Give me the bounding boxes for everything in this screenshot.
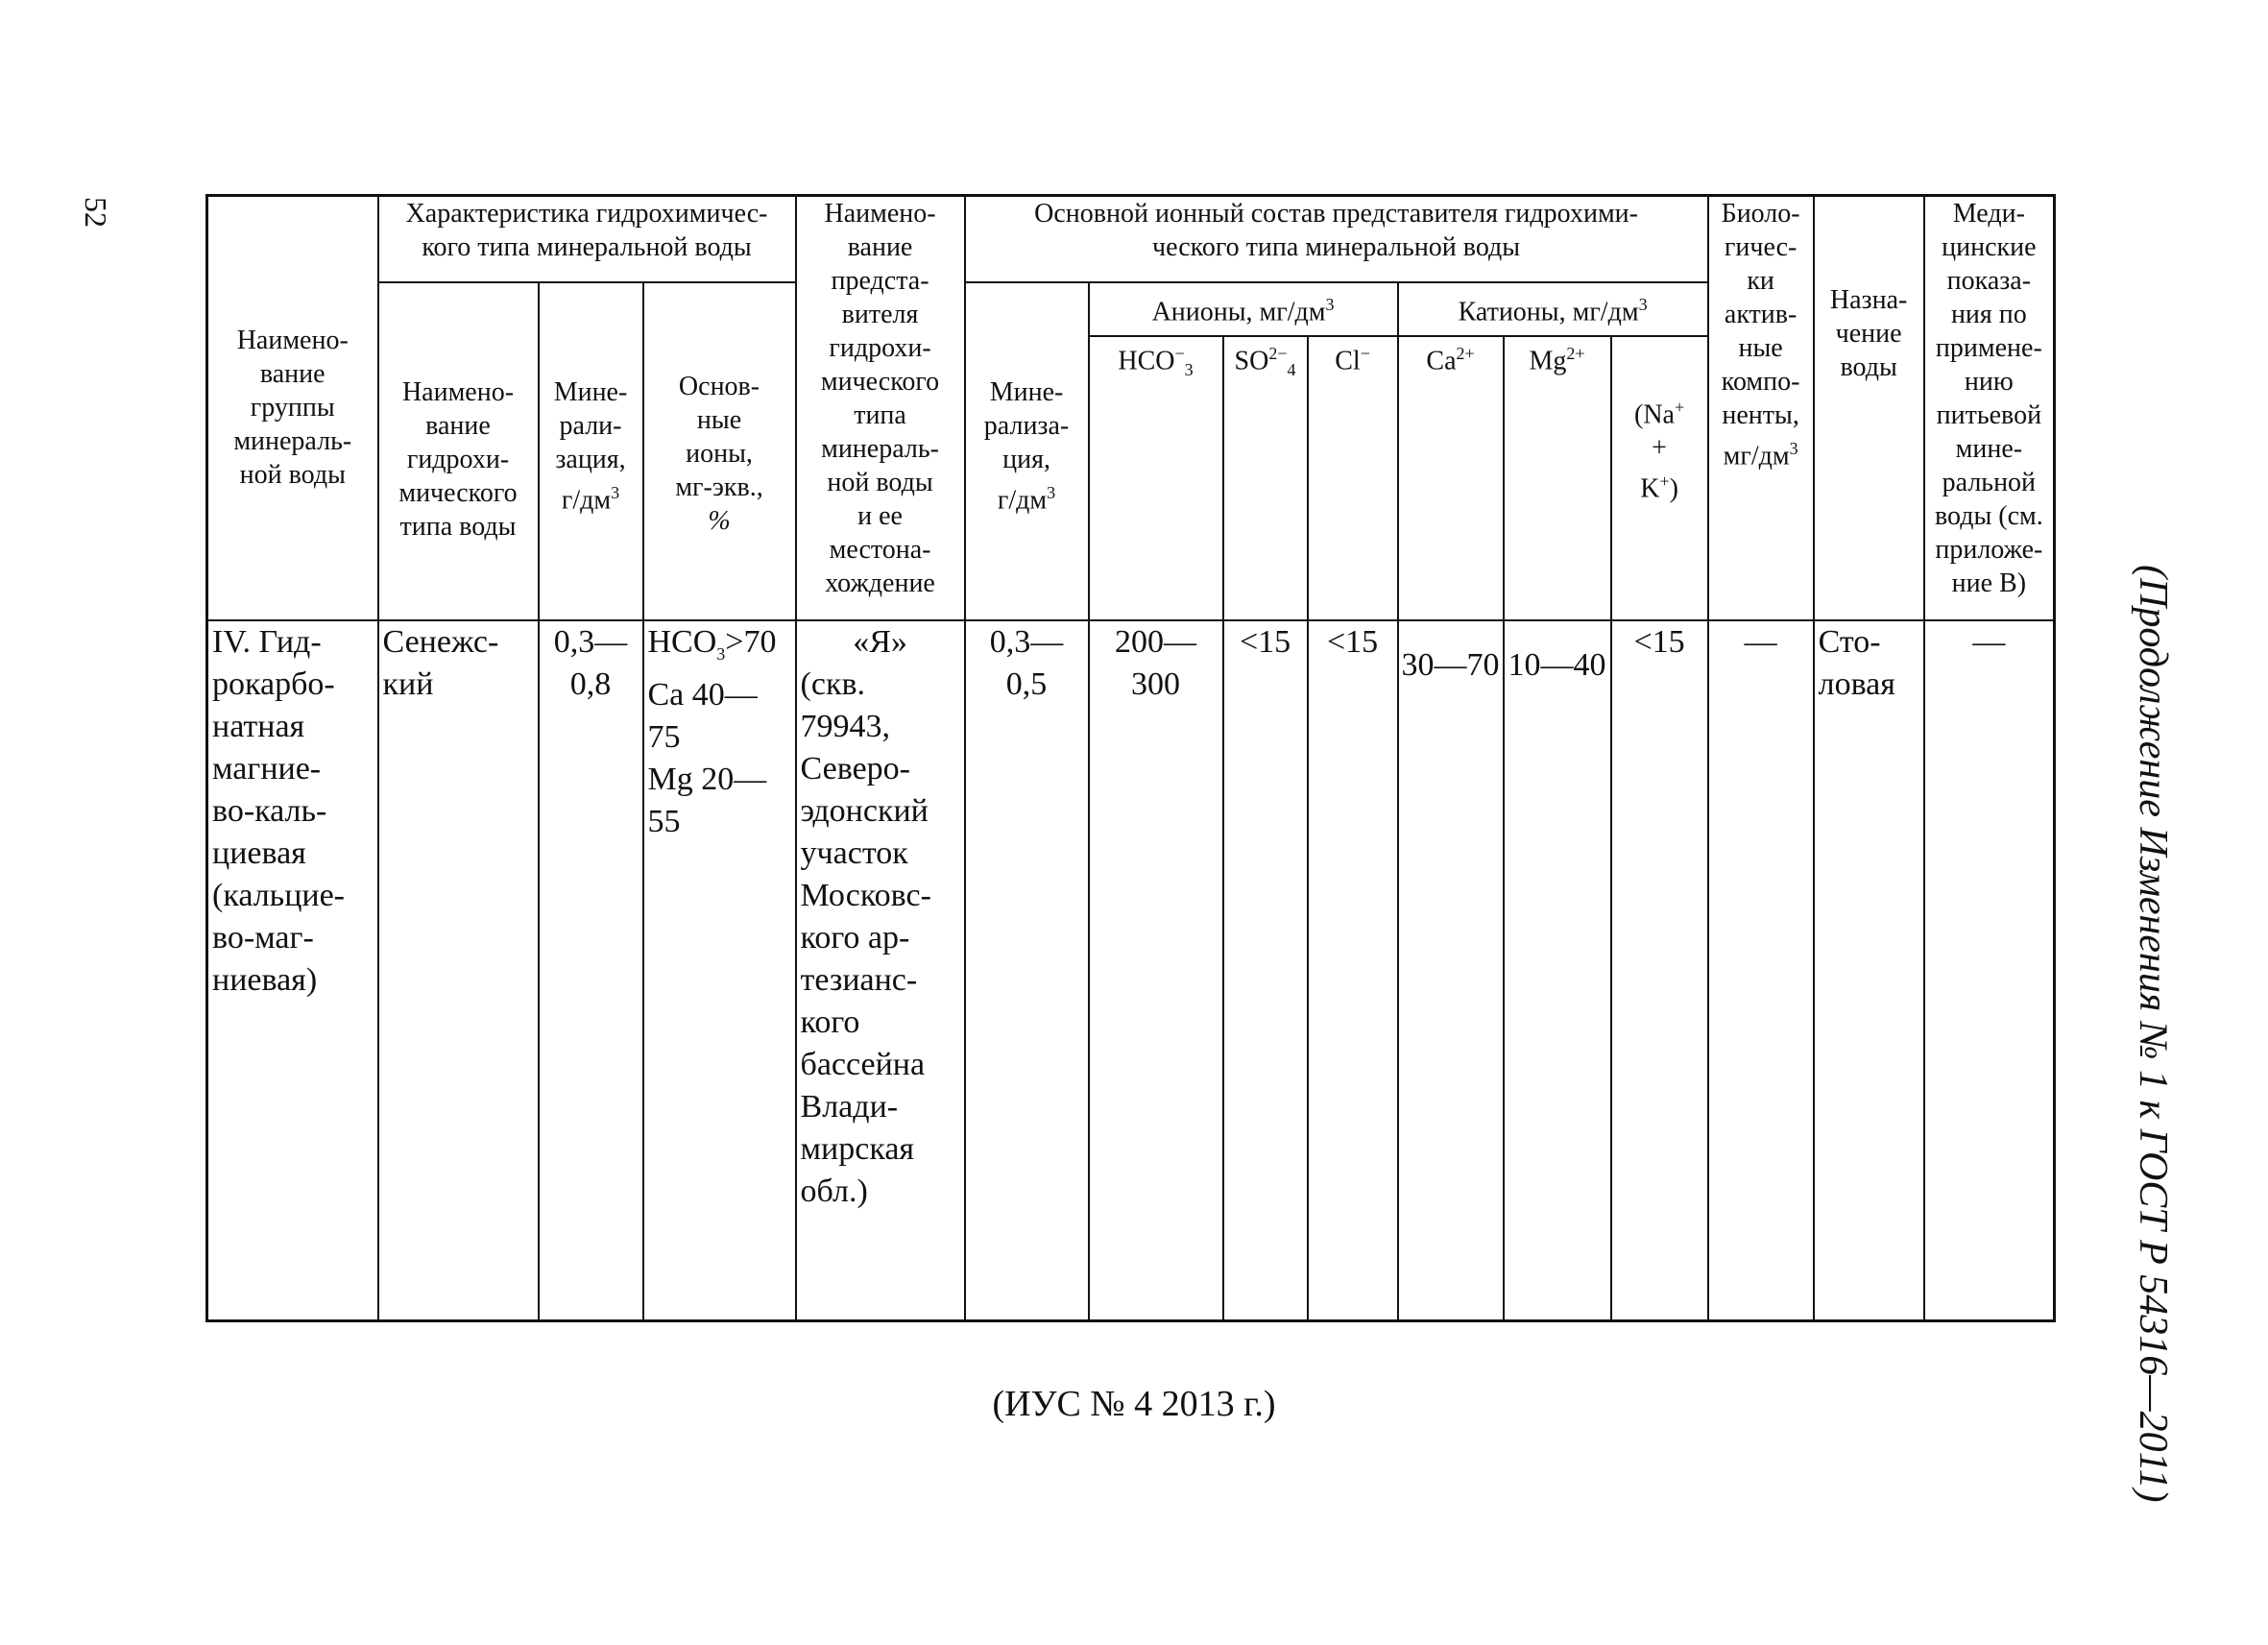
- cell-na-k: <15: [1611, 620, 1708, 1321]
- cell-bio: —: [1708, 620, 1814, 1321]
- cell-main-ions: $HCO_3>70$ Ca 40— 75 Mg 20— 55: [643, 620, 796, 1321]
- cell-rep-mineralization: 0,3— 0,5: [965, 620, 1089, 1321]
- cell-cl: <15: [1308, 620, 1398, 1321]
- header-na-k: (Na+ + K+): [1611, 336, 1708, 620]
- footer-reference: (ИУС № 4 2013 г.): [992, 1384, 1276, 1424]
- header-type-name: Наимено- вание гидрохи- мического типа воды: [378, 282, 539, 620]
- cell-type-name: Сенежс- кий: [378, 620, 539, 1321]
- header-ion-composition: Основной ионный состав представителя гидрохими- ческого типа минеральной воды: [965, 196, 1708, 282]
- header-cations: Катионы, $мг/дм^3$: [1398, 282, 1708, 336]
- header-medical: Меди- цинские показа- ния по примене- нию питьевой мине- ральной воды (см. приложе- ние В): [1924, 196, 2055, 620]
- header-mg: $Mg^{2+}$: [1504, 336, 1611, 620]
- cell-ca: 30—70: [1398, 620, 1504, 1321]
- cell-so4: <15: [1223, 620, 1308, 1321]
- header-hco3: $HCO^-_3$: [1089, 336, 1223, 620]
- header-bio-components: Биоло- гичес- ки актив- ные компо- ненты, $мг/дм^3$: [1708, 196, 1814, 620]
- header-rep-mineralization: Мине- рализа- ция, $г/дм^3$: [965, 282, 1089, 620]
- cell-purpose: Сто- ловая: [1814, 620, 1924, 1321]
- header-cl: Cl−: [1308, 336, 1398, 620]
- cell-representative: «Я» (скв. 79943, Северо- эдонский участок Московс- кого ар- тезианс- кого бассейна Влади- мирская обл.): [796, 620, 965, 1321]
- page-number: 52: [79, 197, 113, 228]
- cell-medical: —: [1924, 620, 2055, 1321]
- header-representative: Наимено- вание предста- вителя гидрохи- мического типа минераль- ной воды и ее местона- хождение: [796, 196, 965, 620]
- header-group-name: Наимено- вание группы минераль- ной воды: [207, 196, 378, 620]
- header-so4: $SO^{2-}_4$: [1223, 336, 1308, 620]
- header-characteristic: Характеристика гидрохимичес- кого типа минеральной воды: [378, 196, 796, 282]
- continuation-caption: (Продолжение Изменения № 1 к ГОСТ Р 54316—2011): [2131, 565, 2175, 1503]
- mineral-water-table: [205, 194, 2056, 1322]
- cell-mg: 10—40: [1504, 620, 1611, 1321]
- cell-mineralization: 0,3— 0,8: [539, 620, 643, 1321]
- cell-hco3: 200— 300: [1089, 620, 1223, 1321]
- header-ca: $Ca^{2+}$: [1398, 336, 1504, 620]
- cell-group: IV. Гид- рокарбо- натная магние- во-каль- циевая (кальцие- во-маг- ниевая): [207, 620, 378, 1321]
- header-purpose: Назна- чение воды: [1814, 196, 1924, 620]
- table-row: [207, 620, 2055, 1321]
- header-anions: Анионы, $мг/дм^3$: [1089, 282, 1398, 336]
- header-main-ions: Основ- ные ионы, мг-экв., %: [643, 282, 796, 620]
- header-mineralization: Мине- рали- зация, $г/дм^3$: [539, 282, 643, 620]
